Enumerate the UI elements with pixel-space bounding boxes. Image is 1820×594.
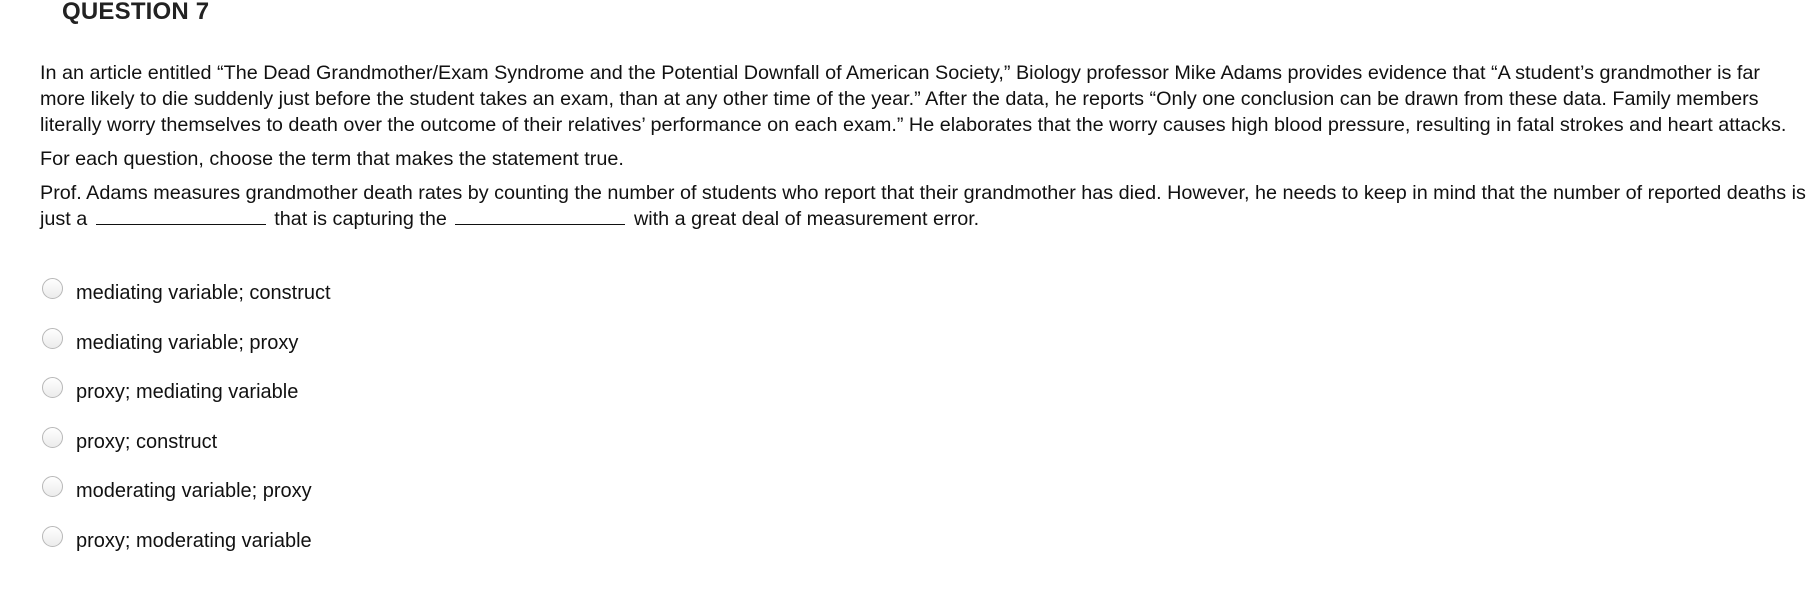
radio-button[interactable] — [42, 526, 63, 547]
option-label[interactable]: mediating variable; construct — [76, 282, 331, 304]
option-label[interactable]: proxy; construct — [76, 430, 218, 453]
blank-1 — [96, 206, 266, 225]
radio-button[interactable] — [42, 278, 63, 299]
option-label[interactable]: moderating variable; proxy — [76, 480, 312, 503]
option-label[interactable]: proxy; mediating variable — [76, 381, 299, 404]
option-label[interactable]: mediating variable; proxy — [76, 331, 299, 354]
question-paragraph: In an article entitled “The Dead Grandmother/Exam Syndrome and the Potential Downfall of American Society,” Biology professor Mike Adams provides evidence that “A student’s grandmother is far more likely to die suddenly just before the student takes an exam, than at any other time of the year.” After the data, he reports “Only one conclusion can be drawn from these data. Family members literally worry themselves to death over the outcome of their relatives’ performance on each exam.” He elaborates that the worry causes high blood pressure, resulting in fatal strokes and heart attacks. — [40, 62, 1787, 136]
blank-2 — [455, 206, 625, 225]
radio-button[interactable] — [42, 377, 63, 398]
question-title: QUESTION 7 — [62, 0, 210, 25]
question-instruction: For each question, choose the term that makes the statement true. — [40, 148, 624, 170]
radio-button[interactable] — [42, 427, 63, 448]
question-body — [40, 60, 1810, 240]
prompt-text-2: that is capturing the — [274, 208, 447, 230]
question-prompt — [40, 180, 1810, 232]
radio-button[interactable] — [42, 328, 63, 349]
option-label[interactable]: proxy; moderating variable — [76, 529, 312, 552]
radio-button[interactable] — [42, 476, 63, 497]
prompt-text-1: Prof. Adams measures grandmother death rates by counting the number of students who report that their grandmother has died. However, he needs to keep in mind that the number of reported deaths is just a — [40, 182, 1806, 230]
prompt-text-3: with a great deal of measurement error. — [633, 208, 980, 230]
